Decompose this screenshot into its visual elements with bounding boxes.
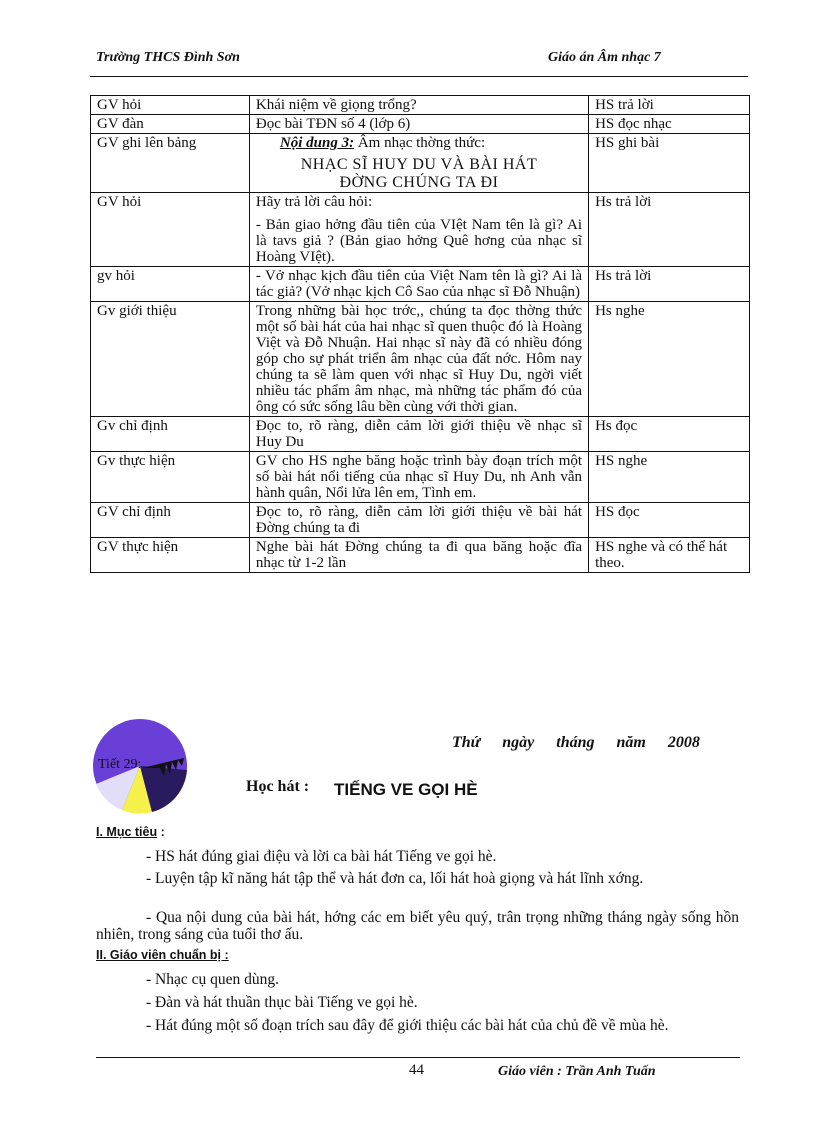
- cell-teacher: GV hỏi: [91, 193, 250, 217]
- cell-student: HS ghi bài: [589, 134, 750, 193]
- prep-item: - Đàn và hát thuần thục bài Tiếng ve gọi hè.: [146, 994, 418, 1011]
- section-1-colon: :: [157, 825, 165, 839]
- cell-content: Nghe bài hát Đờng chúng ta đi qua băng hoặc đĩa nhạc từ 1-2 lần: [249, 538, 588, 573]
- cell-content: Đọc to, rõ ràng, diễn cảm lời giới thiệu về nhạc sĩ Huy Du: [249, 417, 588, 452]
- section-1-heading: [96, 825, 165, 839]
- cell-teacher: Gv thực hiện: [91, 452, 250, 503]
- cell-teacher: GV thực hiện: [91, 538, 250, 573]
- cell-teacher: Gv giới thiệu: [91, 302, 250, 417]
- objective-item: - HS hát đúng giai điệu và lời ca bài hát Tiếng ve gọi hè.: [146, 848, 497, 865]
- cell-student: [589, 216, 750, 267]
- cell-teacher: GV hỏi: [91, 96, 250, 115]
- section-title-line-2: ĐỜNG CHÚNG TA ĐI: [339, 174, 499, 191]
- section-2-heading-text: II. Giáo viên chuẩn bị :: [96, 948, 229, 962]
- footer-divider: [96, 1057, 740, 1058]
- cell-teacher: Gv chỉ định: [91, 417, 250, 452]
- table-row: [91, 452, 750, 503]
- content-heading: Nội dung 3:: [279, 135, 355, 151]
- header-divider: [90, 76, 748, 77]
- cell-student: Hs trả lời: [589, 193, 750, 217]
- cell-student: HS nghe và có thể hát theo.: [589, 538, 750, 573]
- cell-student: HS trả lời: [589, 96, 750, 115]
- lesson-number: Tiết 29:: [98, 757, 142, 772]
- table-row: [91, 216, 750, 267]
- lesson-table: [90, 95, 750, 573]
- table-row: [91, 96, 750, 115]
- cell-content: Khái niệm về giọng trổng?: [249, 96, 588, 115]
- cell-content: Trong những bài học trớc,, chúng ta đọc thờng thức một số bài hát của hai nhạc sĩ quen thuộc đó là Hoàng Việt và Đỗ Nhuận. Hai nhạc sĩ này đã có nhiều đóng góp cho sự phát triển âm nhạc của đất nớc. Hôm nay chúng ta sẽ làm quen với nhạc sĩ Huy Du, ngời viết nhiều tác phẩm âm nhạc, mà những tác phẩm đó của ông có sức sống lâu bền cùng với thời gian.: [249, 302, 588, 417]
- cell-teacher: GV chỉ định: [91, 503, 250, 538]
- cell-student: HS đọc: [589, 503, 750, 538]
- cell-content: - Vở nhạc kịch đầu tiên của Việt Nam tên là gì? Ai là tác giả? (Vở nhạc kịch Cô Sao của nhạc sĩ Đỗ Nhuận): [249, 267, 588, 302]
- page-number: 44: [409, 1062, 424, 1078]
- cell-student: Hs nghe: [589, 302, 750, 417]
- cell-student: HS nghe: [589, 452, 750, 503]
- table-row: [91, 302, 750, 417]
- header-school: Trường THCS Đình Sơn: [96, 50, 240, 65]
- cell-teacher: [91, 216, 250, 267]
- cell-content: - Bản giao hởng đầu tiên của VIệt Nam tên là gì? Ai là tavs giả ? (Bản giao hởng Quê hơng của nhạc sĩ Hoàng VIệt).: [249, 216, 588, 267]
- cell-content: Đọc to, rõ ràng, diễn cảm lời giới thiệu về bài hát Đờng chúng ta đi: [249, 503, 588, 538]
- cell-teacher: GV ghi lên bảng: [91, 134, 250, 193]
- content-heading-rest: Âm nhạc thờng thức:: [354, 135, 486, 151]
- cell-content: [249, 134, 588, 193]
- objective-item: - Qua nội dung của bài hát, hớng các em biết yêu quý, trân trọng những tháng ngày sống hồn nhiên, trong sáng của tuổi thơ ấu.: [96, 909, 739, 943]
- table-row: [91, 193, 750, 217]
- footer-teacher: Giáo viên : Trần Anh Tuấn: [498, 1064, 656, 1079]
- lesson-date: Thứ ngày tháng năm 2008: [452, 734, 700, 751]
- prep-item: - Hát đúng một số đoạn trích sau đây để giới thiệu các bài hát của chủ đề về mùa hè.: [146, 1017, 669, 1034]
- cell-teacher: gv hỏi: [91, 267, 250, 302]
- section-2-heading: [96, 948, 229, 962]
- table-row: [91, 503, 750, 538]
- table-row: [91, 538, 750, 573]
- section-1-heading-text: I. Mục tiêu: [96, 825, 158, 839]
- cell-content: GV cho HS nghe băng hoặc trình bày đoạn trích một số bài hát nổi tiếng của nhạc sĩ Huy Du, nh Anh vẫn hành quân, Nổi lửa lên em, Tình em.: [249, 452, 588, 503]
- cell-content: Đọc bài TĐN số 4 (lớp 6): [249, 115, 588, 134]
- song-title: TIẾNG VE GỌI HÈ: [334, 780, 478, 799]
- table-row: [91, 115, 750, 134]
- table-row: [91, 267, 750, 302]
- section-title-line-1: NHẠC SĨ HUY DU VÀ BÀI HÁT: [300, 156, 538, 173]
- cell-student: Hs đọc: [589, 417, 750, 452]
- table-row: [91, 134, 750, 193]
- cell-content: Hãy trả lời câu hỏi:: [249, 193, 588, 217]
- prep-item: - Nhạc cụ quen dùng.: [146, 971, 279, 988]
- header-subject: Giáo án Âm nhạc 7: [548, 50, 661, 65]
- cell-student: Hs trả lời: [589, 267, 750, 302]
- cell-teacher: GV đàn: [91, 115, 250, 134]
- hoc-hat-label: Học hát :: [246, 778, 310, 795]
- objective-item: - Luyện tập kĩ năng hát tập thể và hát đơn ca, lối hát hoà giọng và hát lĩnh xớng.: [146, 870, 644, 887]
- table-row: [91, 417, 750, 452]
- cell-student: HS đọc nhạc: [589, 115, 750, 134]
